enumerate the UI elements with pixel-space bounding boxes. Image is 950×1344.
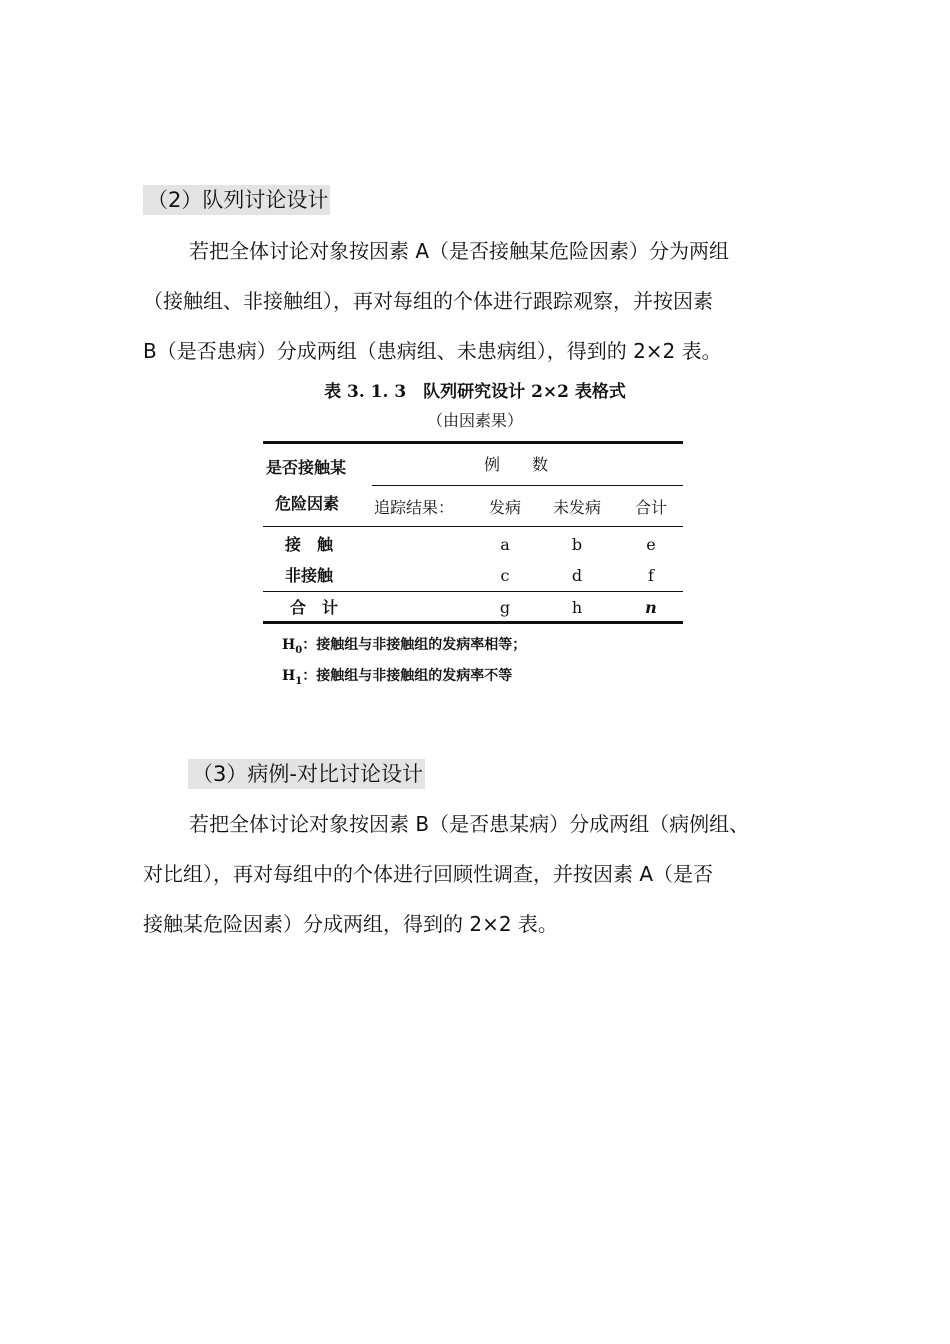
cell-b: b [571, 535, 583, 554]
cell-f: f [648, 566, 654, 585]
table-title: 表 3. 1. 3 队列研究设计 2×2 表格式 [324, 382, 626, 402]
h0-subscript: 0 [295, 644, 303, 656]
section-heading-cohort: （2）队列讨论设计 [143, 185, 330, 215]
h1-text: ：接触组与非接触组的发病率不等 [302, 668, 513, 684]
col-header-onset: 发病 [488, 498, 521, 517]
paragraph-line: （接触组、非接触组），再对每组的个体进行跟踪观察，并按因素 [143, 289, 713, 313]
paragraph-line: 若把全体讨论对象按因素 A（是否接触某危险因素）分为两组 [189, 239, 730, 263]
h1-symbol: H [282, 668, 296, 684]
table-subtitle: （由因素果） [426, 411, 523, 430]
hypothesis-h1 [282, 665, 512, 687]
table-top-rule [263, 441, 683, 444]
row-label-exposed: 接 触 [285, 535, 334, 554]
cell-n: n [645, 598, 657, 617]
table-header-rule [263, 526, 683, 527]
paragraph-cohort-design [143, 226, 823, 376]
cell-h: h [571, 598, 583, 617]
paragraph-case-control-design [143, 799, 823, 949]
table-total-rule [263, 591, 683, 592]
row-label-unexposed: 非接触 [285, 566, 334, 585]
col-header-total: 合计 [634, 498, 667, 517]
table-bottom-rule [263, 621, 683, 624]
paragraph-line: 接触某危险因素）分成两组，得到的 2×2 表。 [143, 912, 558, 936]
hypothesis-h0 [282, 634, 526, 656]
cell-c: c [500, 566, 510, 585]
row-header-label-2: 危险因素 [275, 494, 340, 513]
h1-subscript: 1 [295, 675, 303, 687]
h0-text: ：接触组与非接触组的发病率相等； [302, 637, 527, 653]
row-header-label-1: 是否接触某 [266, 458, 347, 477]
h0-symbol: H [282, 637, 296, 653]
row-label-total: 合 计 [290, 598, 339, 617]
cell-a: a [500, 535, 510, 554]
paragraph-line: B（是否患病）分成两组（患病组、未患病组），得到的 2×2 表。 [143, 339, 722, 363]
table-group-rule [372, 485, 683, 486]
cell-g: g [499, 598, 511, 617]
followup-label: 追踪结果： [374, 498, 455, 517]
col-header-no-onset: 未发病 [552, 498, 601, 517]
section-heading-case-control: （3）病例-对比讨论设计 [188, 759, 425, 789]
paragraph-line: 对比组），再对每组中的个体进行回顾性调查，并按因素 A（是否 [143, 862, 714, 886]
paragraph-line: 若把全体讨论对象按因素 B（是否患某病）分成两组（病例组、 [189, 812, 750, 836]
cell-e: e [646, 535, 656, 554]
cell-d: d [571, 566, 583, 585]
group-header: 例 数 [484, 455, 549, 474]
